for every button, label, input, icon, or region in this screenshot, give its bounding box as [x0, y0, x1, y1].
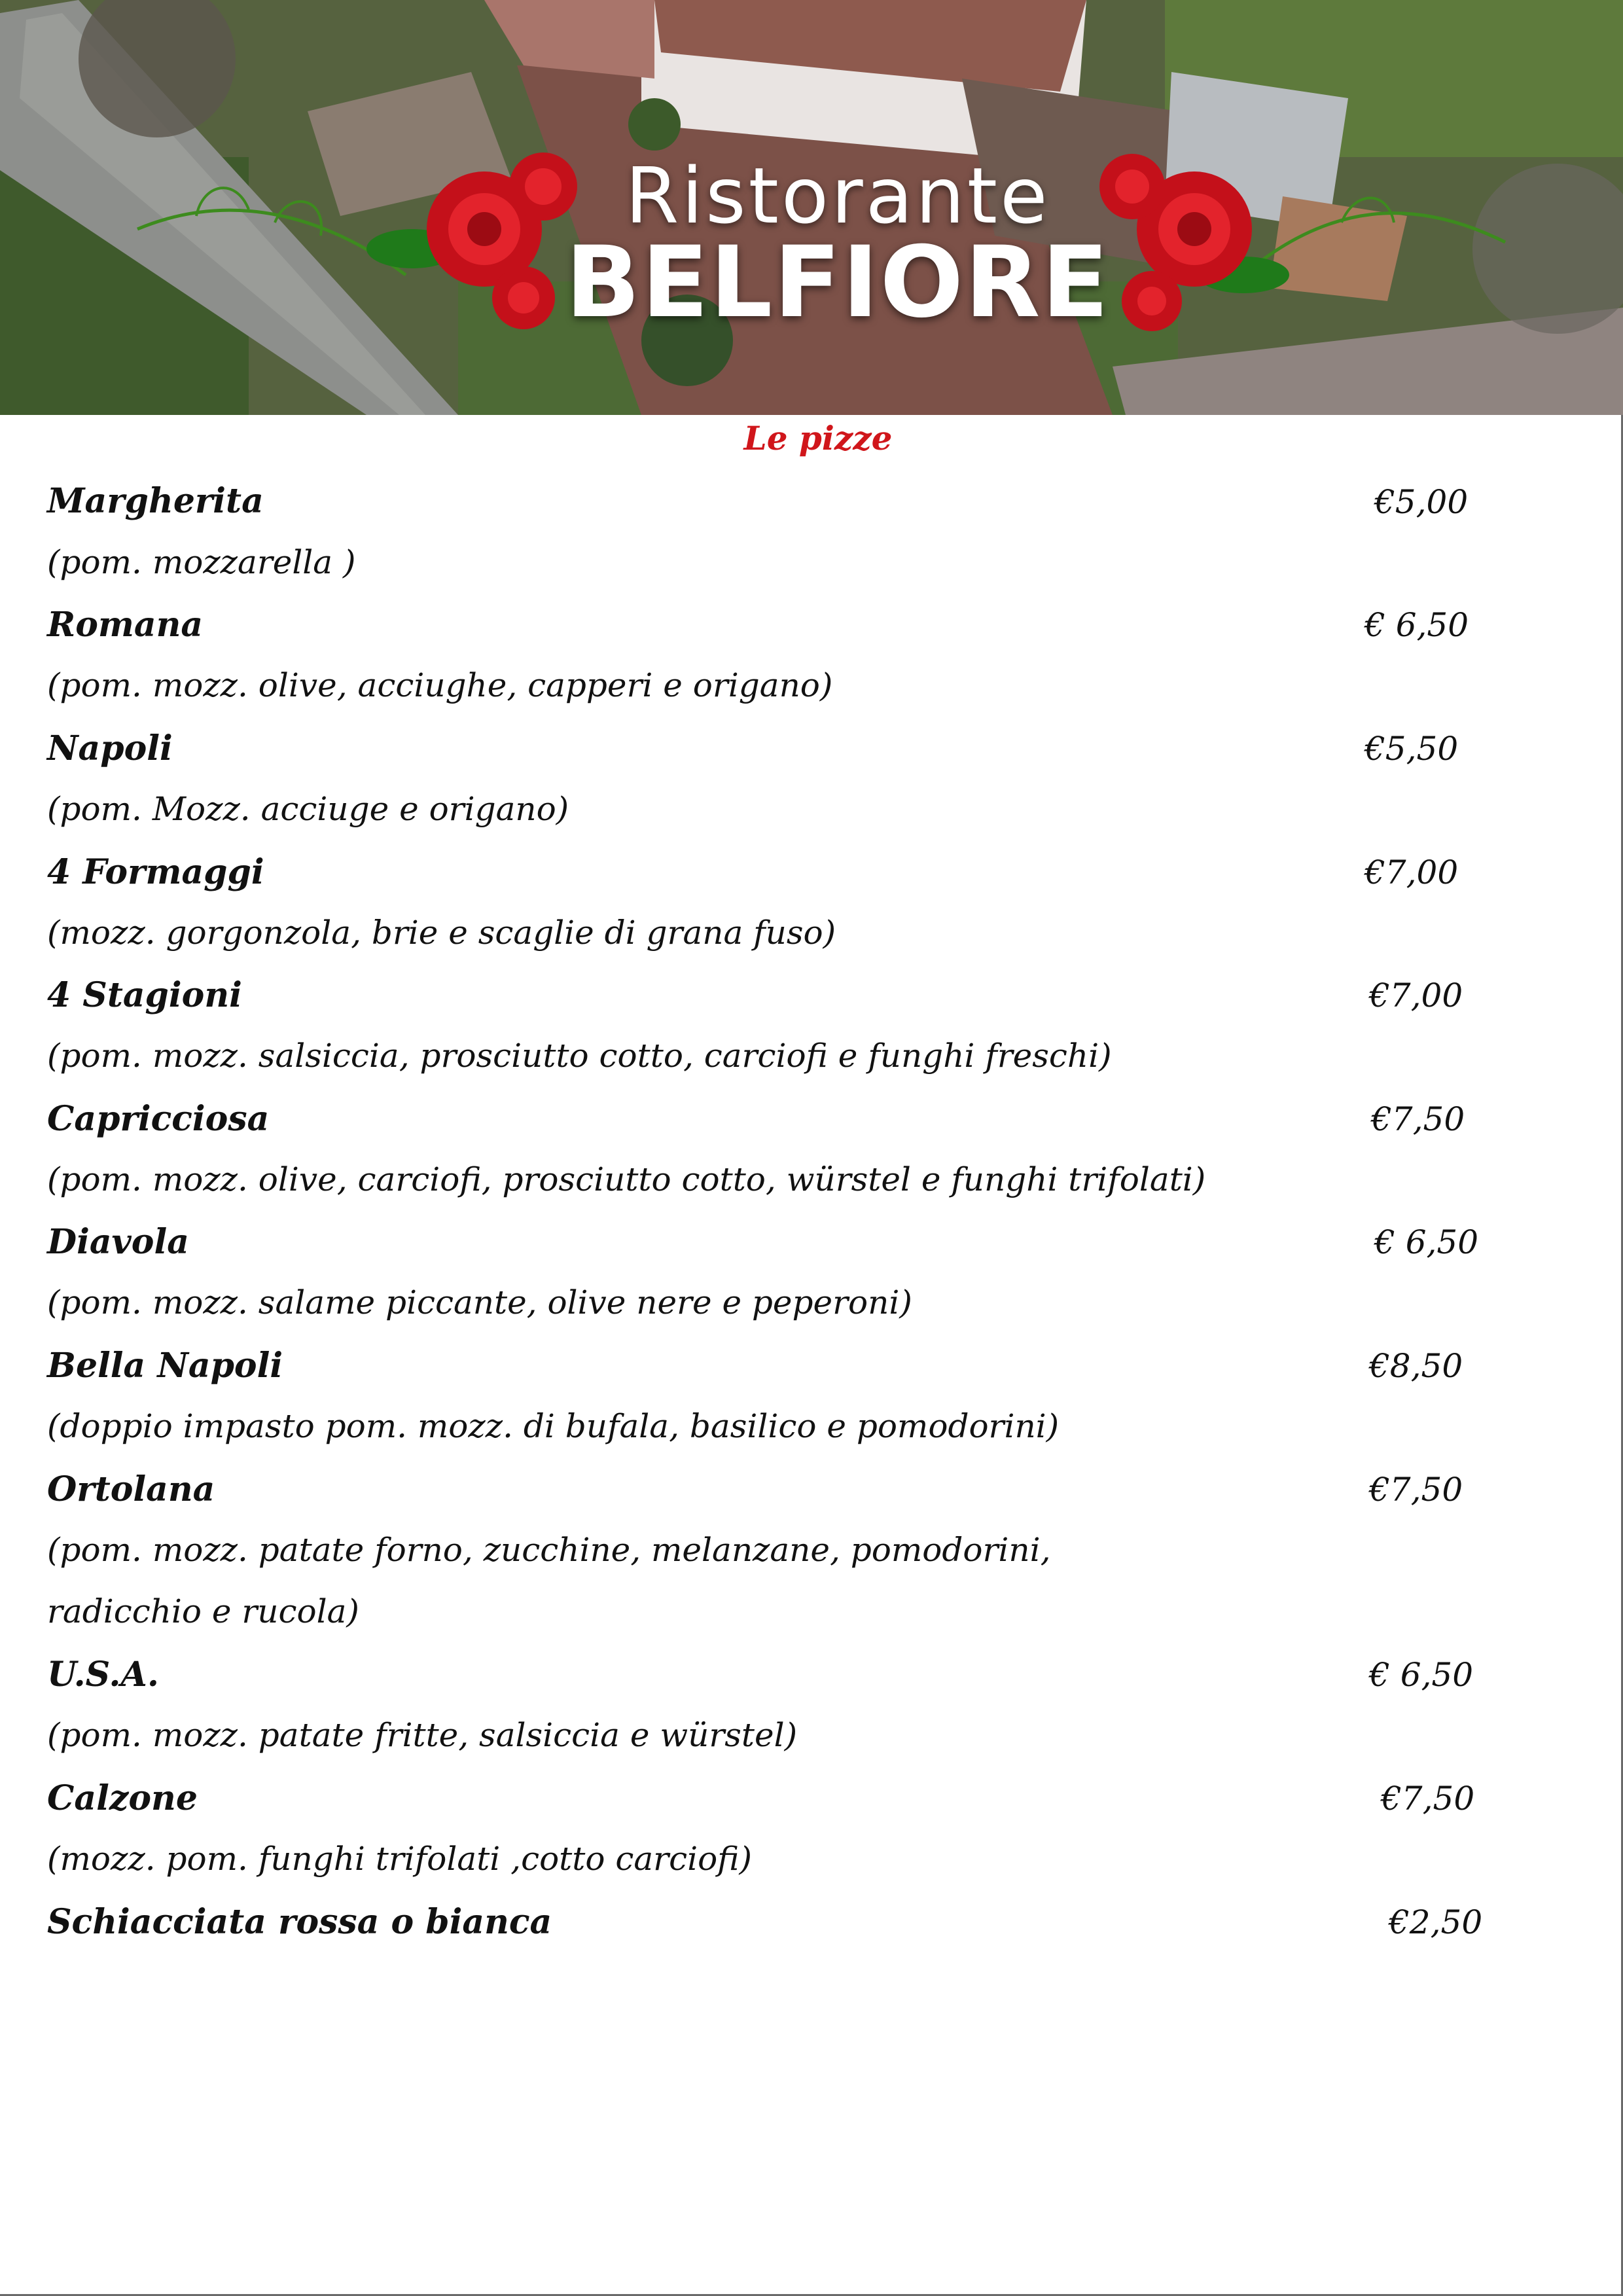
item-name: Calzone	[47, 1778, 198, 1818]
item-desc: (pom. mozz. olive, carciofi, prosciutto cotto, würstel e funghi trifolati)	[47, 1160, 1206, 1198]
item-price: €7,50	[1381, 1780, 1475, 1818]
item-price: € 6,50	[1369, 1656, 1474, 1694]
item-price: € 6,50	[1374, 1223, 1479, 1261]
item-name: Schiacciata rossa o bianca	[47, 1902, 552, 1942]
item-price: €7,00	[1369, 977, 1463, 1014]
item-price: €5,50	[1364, 730, 1459, 768]
item-desc: (pom. mozzarella )	[47, 543, 356, 581]
item-desc: (pom. mozz. salsiccia, prosciutto cotto, carciofi e funghi freschi)	[47, 1037, 1112, 1075]
item-price: €8,50	[1369, 1347, 1463, 1385]
item-desc: (pom. mozz. patate forno, zucchine, melanzane, pomodorini,	[47, 1531, 1051, 1569]
item-name: Capricciosa	[47, 1099, 270, 1139]
section-title: Le pizze	[743, 419, 893, 457]
item-price: €2,50	[1389, 1903, 1483, 1941]
item-price: €7,50	[1369, 1471, 1463, 1509]
item-desc: (doppio impasto pom. mozz. di bufala, basilico e pomodorini)	[47, 1407, 1060, 1445]
item-name: Diavola	[47, 1222, 189, 1262]
item-name: Romana	[47, 605, 204, 645]
item-name: Bella Napoli	[47, 1346, 283, 1386]
item-price: € 6,50	[1364, 606, 1469, 644]
item-price: €7,50	[1371, 1100, 1465, 1138]
item-name: U.S.A.	[47, 1655, 159, 1695]
item-desc: (pom. mozz. salame piccante, olive nere e peperoni)	[47, 1283, 912, 1321]
item-name: 4 Stagioni	[47, 975, 242, 1015]
item-price: €5,00	[1374, 483, 1469, 521]
item-desc: (pom. mozz. olive, acciughe, capperi e origano)	[47, 666, 833, 704]
item-price: €7,00	[1364, 853, 1459, 891]
item-name: Margherita	[47, 481, 264, 521]
brand-ristorante: Ristorante	[625, 151, 1050, 241]
item-desc: (pom. mozz. patate fritte, salsiccia e würstel)	[47, 1716, 798, 1754]
item-desc: radicchio e rucola)	[47, 1592, 359, 1630]
item-desc: (mozz. gorgonzola, brie e scaglie di grana fuso)	[47, 914, 836, 952]
item-name: Ortolana	[47, 1469, 215, 1509]
item-desc: (pom. Mozz. acciuge e origano)	[47, 790, 569, 828]
brand-belfiore: BELFIORE	[565, 226, 1111, 340]
item-name: 4 Formaggi	[47, 852, 264, 892]
header-banner	[0, 0, 1623, 415]
item-name: Napoli	[47, 728, 173, 768]
item-desc: (mozz. pom. funghi trifolati ,cotto carciofi)	[47, 1840, 753, 1878]
